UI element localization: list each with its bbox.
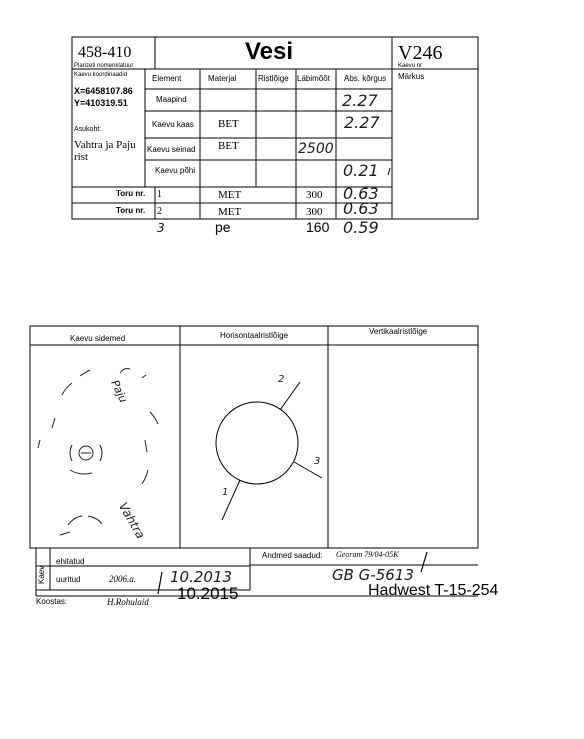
col-diameter: Läbimõõt	[297, 74, 330, 83]
row-height: 2.27	[342, 91, 378, 110]
pipe-no: 1	[157, 189, 162, 200]
pipe-label: Toru nr.	[116, 206, 146, 215]
company-ref: Hadwest T-15-254	[368, 582, 499, 599]
extra-pipe-no: 3	[157, 221, 165, 235]
row-element: Kaevu põhi	[155, 166, 196, 175]
built-label: ehitatud	[56, 557, 85, 566]
pipe-label-1: 1	[222, 487, 229, 498]
well-circle-sketch	[216, 382, 322, 520]
nomenclature: 458-410	[78, 44, 132, 61]
pipe-height: 0.63	[343, 199, 379, 218]
extra-pipe-material: pe	[215, 219, 231, 235]
data-from: Georam 79/04-05K	[336, 550, 399, 559]
pipe-diameter: 300	[306, 206, 323, 218]
row-height: 0.21	[343, 161, 379, 180]
col-note: Märkus	[398, 72, 425, 81]
pipe-material: MET	[218, 189, 242, 201]
pipe-label-2: 2	[278, 374, 285, 385]
row-material: BET	[218, 118, 239, 130]
coords-label: Kaevu koordinaadid	[74, 72, 128, 78]
extra-pipe-diameter: 160	[306, 219, 330, 235]
nomenclature-label: Planzeti nomenklatuur	[74, 63, 134, 69]
pipe-material: MET	[218, 206, 242, 218]
col-element: Element	[152, 74, 182, 83]
compiled-date: 10.2015	[177, 584, 239, 603]
data-hand: GB G-5613	[332, 566, 414, 584]
hand-paju: Paju	[108, 378, 130, 405]
col-height: Abs. kõrgus	[344, 74, 387, 83]
pipe-diameter: 300	[306, 189, 323, 201]
sketch-col-horizontal: Horisontaalristlõige	[220, 331, 289, 340]
page-title: Vesi	[245, 38, 294, 65]
data-from-label: Andmed saadud:	[262, 551, 323, 560]
compiled-by: H.Rohulaid	[107, 597, 149, 607]
compiled-label: Koostas:	[36, 597, 68, 606]
measured-date: 2006.a.	[109, 574, 136, 584]
well-number-label: Kaevu nr	[398, 63, 423, 69]
pipe-no: 2	[157, 206, 162, 217]
row-element: Kaevu seinad	[147, 145, 196, 154]
coord-x: X=6458107.86	[74, 86, 133, 96]
row-material: BET	[218, 140, 239, 152]
footer-side-label: Kaev	[37, 565, 46, 584]
extra-pipe-height: 0.59	[343, 218, 379, 237]
coord-y: Y=410319.51	[74, 98, 128, 108]
row-element: Maapind	[156, 95, 187, 104]
hand-vahtra: Vahtra	[115, 500, 148, 542]
well-number: V246	[398, 42, 443, 64]
hand-dashes	[38, 369, 158, 536]
pipe-height: 0.63	[343, 184, 379, 203]
pipe-label-3: 3	[314, 456, 321, 467]
location: Vahtra ja Paju rist	[74, 139, 136, 163]
measured-hand-date: 10.2013	[170, 568, 233, 586]
location-label: Asukoht:	[74, 126, 102, 133]
pipe-label: Toru nr.	[116, 189, 146, 198]
sketch-col-vertical: Vertikaalristlõige	[369, 327, 428, 336]
sketch-col-relations: Kaevu sidemed	[70, 334, 126, 343]
measured-label: uuritud	[56, 575, 81, 584]
row-height: 2.27	[344, 113, 380, 132]
col-material: Materjal	[208, 74, 237, 83]
row-element: Kaevu kaas	[152, 120, 194, 129]
row-diameter: 2500	[298, 141, 334, 157]
col-crosssection: Ristlõige	[258, 74, 289, 83]
